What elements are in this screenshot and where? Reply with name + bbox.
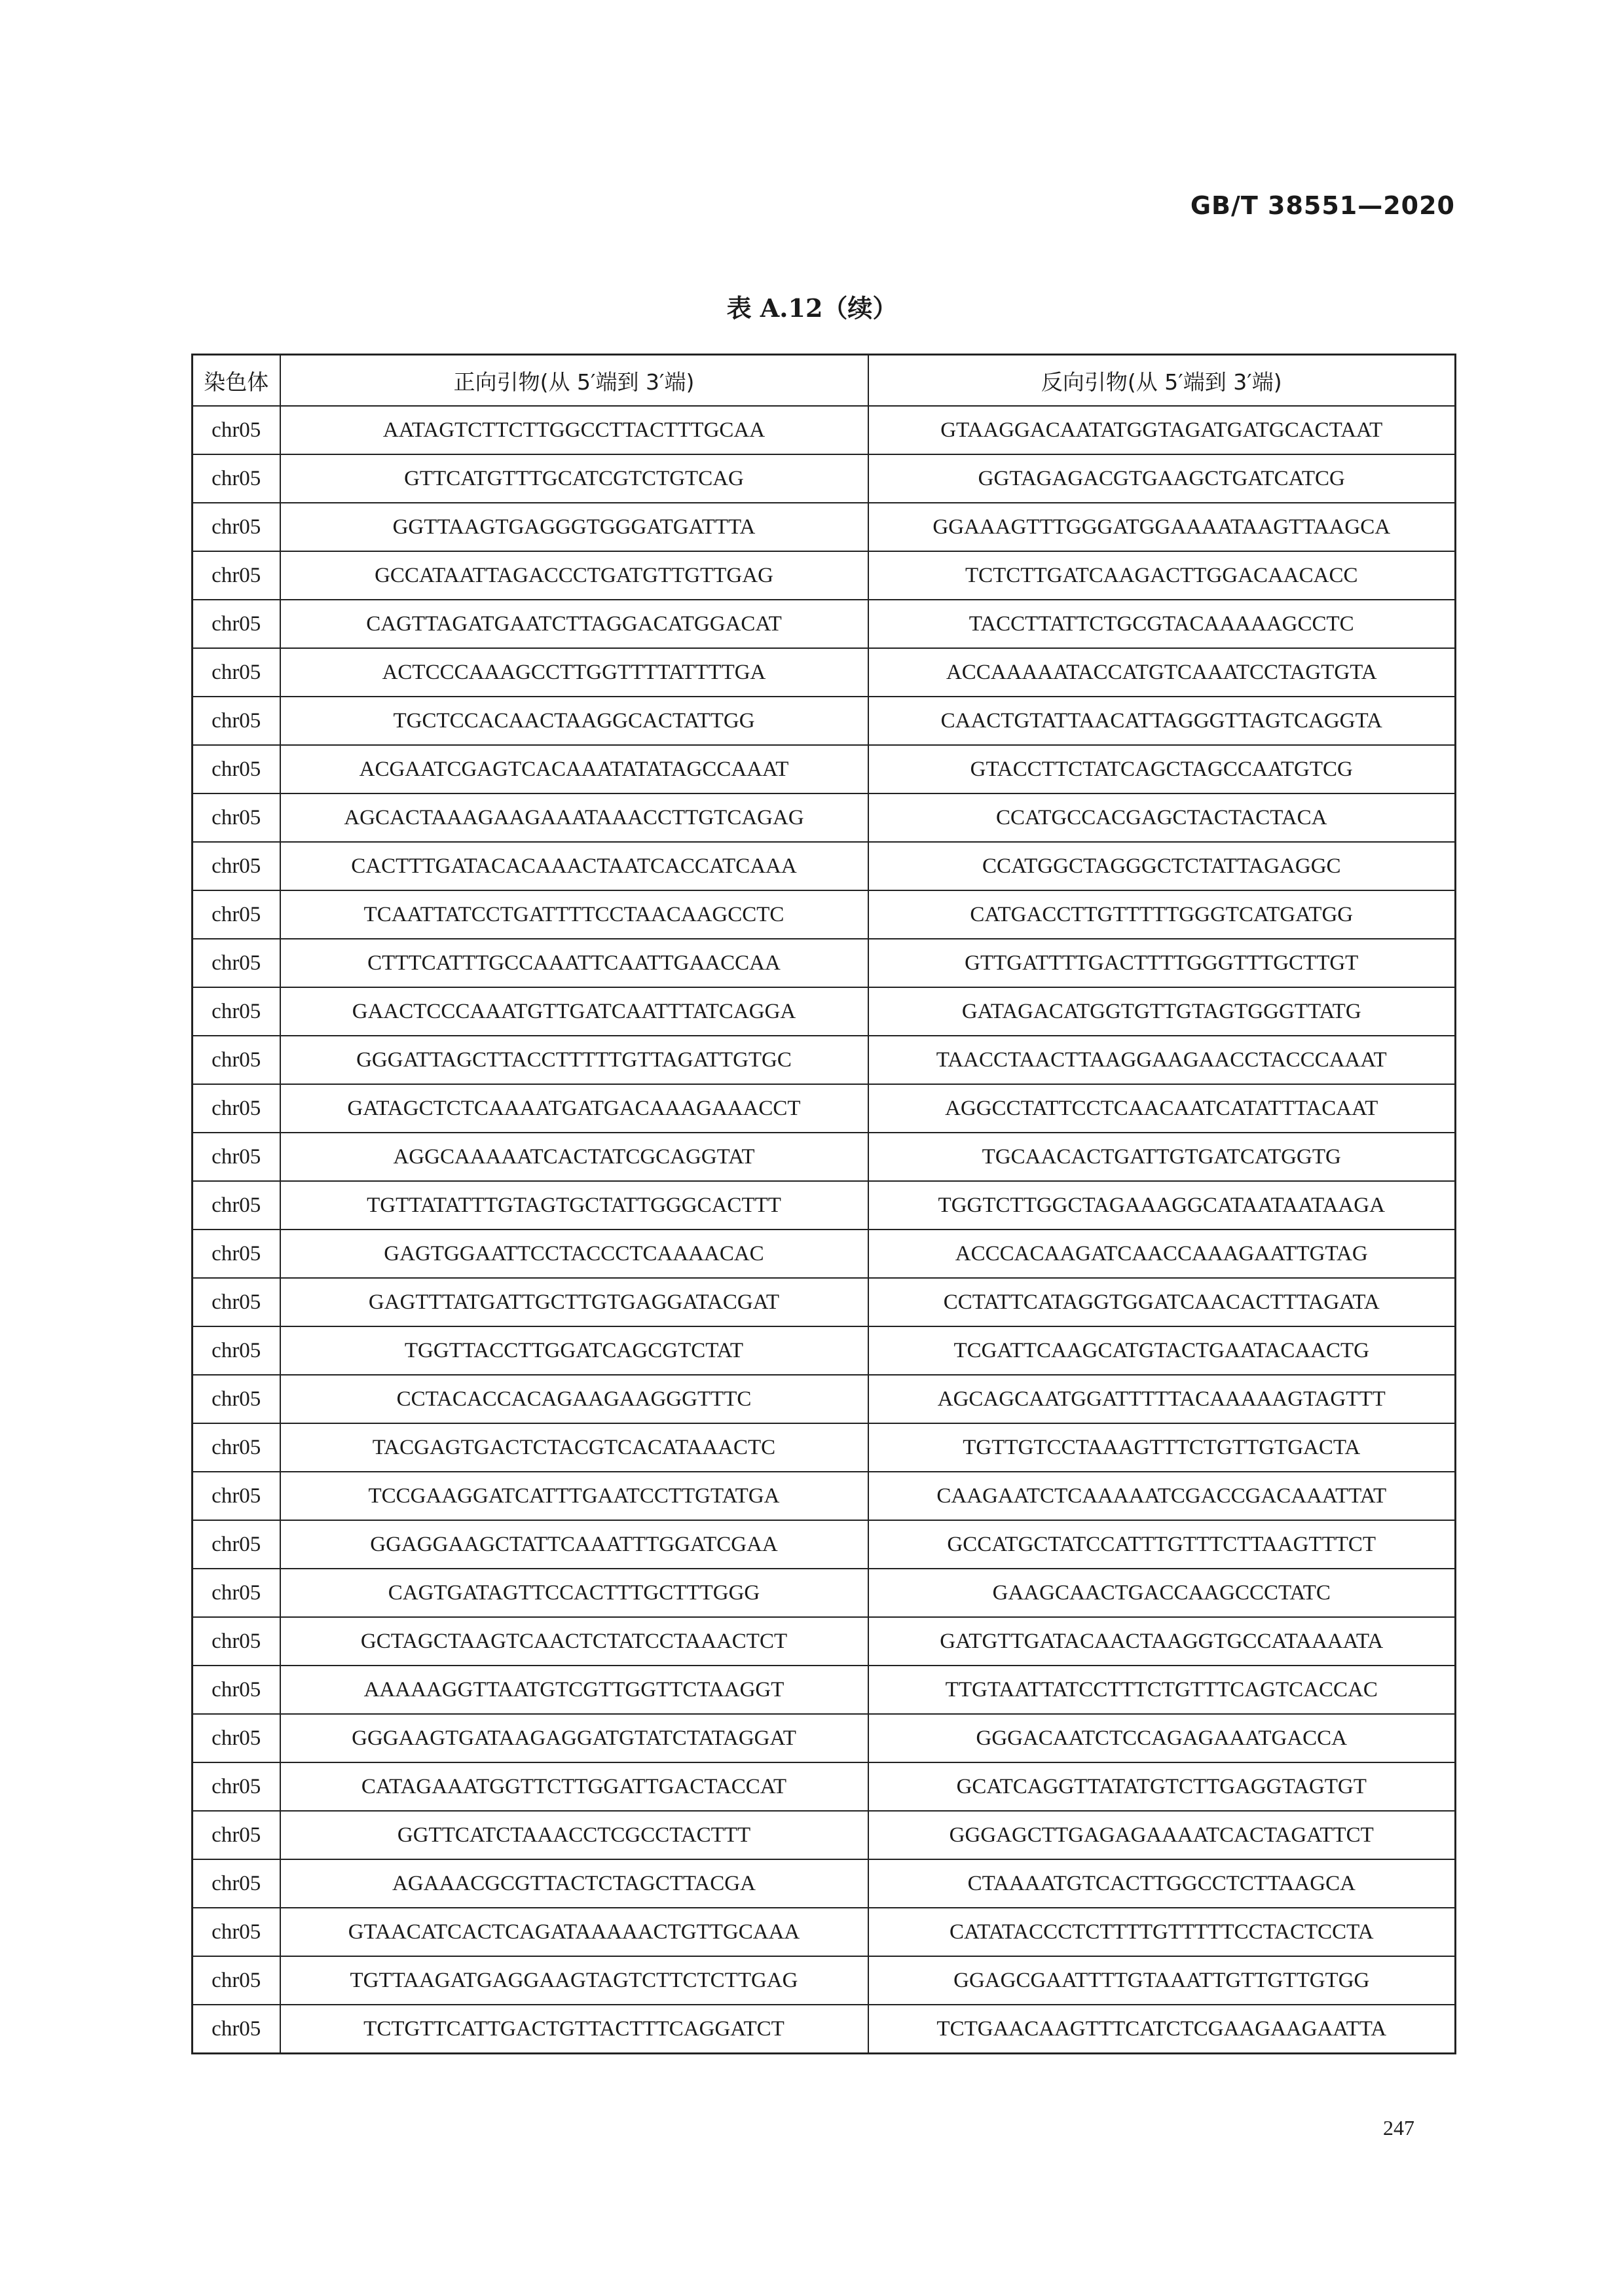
table-row xyxy=(193,1811,1456,1859)
chromosome-cell: chr05 xyxy=(193,1714,280,1762)
chromosome-cell: chr05 xyxy=(193,939,280,987)
reverse-primer-cell: TCTGAACAAGTTTCATCTCGAAGAAGAATTA xyxy=(868,2005,1456,2054)
reverse-primer-cell: GGGACAATCTCCAGAGAAATGACCA xyxy=(868,1714,1456,1762)
chromosome-cell: chr05 xyxy=(193,1036,280,1084)
reverse-primer-cell: GATAGACATGGTGTTGTAGTGGGTTATG xyxy=(868,987,1456,1036)
reverse-primer-cell: CCATGCCACGAGCTACTACTACA xyxy=(868,793,1456,842)
reverse-primer-cell: CCATGGCTAGGGCTCTATTAGAGGC xyxy=(868,842,1456,890)
chromosome-cell: chr05 xyxy=(193,1084,280,1133)
table-row xyxy=(193,1714,1456,1762)
table-row xyxy=(193,1520,1456,1569)
forward-primer-cell: TGCTCCACAACTAAGGCACTATTGG xyxy=(280,697,868,745)
forward-primer-cell: GGTTCATCTAAACCTCGCCTACTTT xyxy=(280,1811,868,1859)
forward-primer-cell: GTTCATGTTTGCATCGTCTGTCAG xyxy=(280,454,868,503)
reverse-primer-cell: GATGTTGATACAACTAAGGTGCCATAAAATA xyxy=(868,1617,1456,1666)
reverse-primer-cell: ACCAAAAATACCATGTCAAATCCTAGTGTA xyxy=(868,648,1456,697)
header-reverse-primer: 反向引物(从 5′端到 3′端) xyxy=(868,355,1456,407)
table-row xyxy=(193,1326,1456,1375)
table-row xyxy=(193,890,1456,939)
reverse-primer-cell: TGGTCTTGGCTAGAAAGGCATAATAATAAGA xyxy=(868,1181,1456,1230)
reverse-primer-cell: CATATACCCTCTTTTGTTTTTCCTACTCCTA xyxy=(868,1908,1456,1956)
table-caption: 表 A.12（续） xyxy=(726,293,898,323)
reverse-primer-cell: CCTATTCATAGGTGGATCAACACTTTAGATA xyxy=(868,1278,1456,1326)
reverse-primer-cell: CAACTGTATTAACATTAGGGTTAGTCAGGTA xyxy=(868,697,1456,745)
chromosome-cell: chr05 xyxy=(193,1666,280,1714)
table-row xyxy=(193,503,1456,551)
table-row xyxy=(193,406,1456,454)
chromosome-cell: chr05 xyxy=(193,1423,280,1472)
forward-primer-cell: GGGATTAGCTTACCTTTTTGTTAGATTGTGC xyxy=(280,1036,868,1084)
reverse-primer-cell: GTACCTTCTATCAGCTAGCCAATGTCG xyxy=(868,745,1456,793)
reverse-primer-cell: GTTGATTTTGACTTTTGGGTTTGCTTGT xyxy=(868,939,1456,987)
forward-primer-cell: AATAGTCTTCTTGGCCTTACTTTGCAA xyxy=(280,406,868,454)
forward-primer-cell: GCCATAATTAGACCCTGATGTTGTTGAG xyxy=(280,551,868,600)
table-row xyxy=(193,1423,1456,1472)
chromosome-cell: chr05 xyxy=(193,1617,280,1666)
forward-primer-cell: CTTTCATTTGCCAAATTCAATTGAACCAA xyxy=(280,939,868,987)
forward-primer-cell: AGAAACGCGTTACTCTAGCTTACGA xyxy=(280,1859,868,1908)
reverse-primer-cell: AGCAGCAATGGATTTTTACAAAAAGTAGTTT xyxy=(868,1375,1456,1423)
chromosome-cell: chr05 xyxy=(193,987,280,1036)
chromosome-cell: chr05 xyxy=(193,503,280,551)
forward-primer-cell: TCAATTATCCTGATTTTCCTAACAAGCCTC xyxy=(280,890,868,939)
forward-primer-cell: AAAAAGGTTAATGTCGTTGGTTCTAAGGT xyxy=(280,1666,868,1714)
forward-primer-cell: GGGAAGTGATAAGAGGATGTATCTATAGGAT xyxy=(280,1714,868,1762)
table-row xyxy=(193,697,1456,745)
table-row xyxy=(193,1084,1456,1133)
table-row xyxy=(193,1762,1456,1811)
header-chromosome: 染色体 xyxy=(193,355,280,407)
table-row xyxy=(193,939,1456,987)
chromosome-cell: chr05 xyxy=(193,648,280,697)
reverse-primer-cell: AGGCCTATTCCTCAACAATCATATTTACAAT xyxy=(868,1084,1456,1133)
chromosome-cell: chr05 xyxy=(193,1956,280,2005)
reverse-primer-cell: ACCCACAAGATCAACCAAAGAATTGTAG xyxy=(868,1230,1456,1278)
document-code: GB/T 38551—2020 xyxy=(1190,191,1455,220)
reverse-primer-cell: TGTTGTCCTAAAGTTTCTGTTGTGACTA xyxy=(868,1423,1456,1472)
table-row xyxy=(193,842,1456,890)
chromosome-cell: chr05 xyxy=(193,2005,280,2054)
table-row xyxy=(193,600,1456,648)
reverse-primer-cell: TGCAACACTGATTGTGATCATGGTG xyxy=(868,1133,1456,1181)
chromosome-cell: chr05 xyxy=(193,1230,280,1278)
forward-primer-cell: TGGTTACCTTGGATCAGCGTCTAT xyxy=(280,1326,868,1375)
forward-primer-cell: GGAGGAAGCTATTCAAATTTGGATCGAA xyxy=(280,1520,868,1569)
primer-table xyxy=(191,354,1456,2054)
reverse-primer-cell: CAAGAATCTCAAAAATCGACCGACAAATTAT xyxy=(868,1472,1456,1520)
page-number: 247 xyxy=(1383,2116,1414,2140)
reverse-primer-cell: GCATCAGGTTATATGTCTTGAGGTAGTGT xyxy=(868,1762,1456,1811)
reverse-primer-cell: GGTAGAGACGTGAAGCTGATCATCG xyxy=(868,454,1456,503)
chromosome-cell: chr05 xyxy=(193,1908,280,1956)
forward-primer-cell: GATAGCTCTCAAAATGATGACAAAGAAACCT xyxy=(280,1084,868,1133)
table-row xyxy=(193,1375,1456,1423)
reverse-primer-cell: TTGTAATTATCCTTTCTGTTTCAGTCACCAC xyxy=(868,1666,1456,1714)
reverse-primer-cell: GAAGCAACTGACCAAGCCCTATC xyxy=(868,1569,1456,1617)
chromosome-cell: chr05 xyxy=(193,1133,280,1181)
forward-primer-cell: TACGAGTGACTCTACGTCACATAAACTC xyxy=(280,1423,868,1472)
chromosome-cell: chr05 xyxy=(193,1859,280,1908)
forward-primer-cell: CCTACACCACAGAAGAAGGGTTTC xyxy=(280,1375,868,1423)
forward-primer-cell: AGCACTAAAGAAGAAATAAACCTTGTCAGAG xyxy=(280,793,868,842)
forward-primer-cell: AGGCAAAAATCACTATCGCAGGTAT xyxy=(280,1133,868,1181)
table-body xyxy=(193,406,1456,2054)
forward-primer-cell: GTAACATCACTCAGATAAAAACTGTTGCAAA xyxy=(280,1908,868,1956)
forward-primer-cell: ACTCCCAAAGCCTTGGTTTTATTTTGA xyxy=(280,648,868,697)
table-row xyxy=(193,793,1456,842)
forward-primer-cell: GCTAGCTAAGTCAACTCTATCCTAAACTCT xyxy=(280,1617,868,1666)
forward-primer-cell: GGTTAAGTGAGGGTGGGATGATTTA xyxy=(280,503,868,551)
reverse-primer-cell: GGGAGCTTGAGAGAAAATCACTAGATTCT xyxy=(868,1811,1456,1859)
chromosome-cell: chr05 xyxy=(193,551,280,600)
forward-primer-cell: CAGTTAGATGAATCTTAGGACATGGACAT xyxy=(280,600,868,648)
chromosome-cell: chr05 xyxy=(193,406,280,454)
forward-primer-cell: TGTTATATTTGTAGTGCTATTGGGCACTTT xyxy=(280,1181,868,1230)
table-row xyxy=(193,745,1456,793)
table-row xyxy=(193,1569,1456,1617)
forward-primer-cell: TGTTAAGATGAGGAAGTAGTCTTCTCTTGAG xyxy=(280,1956,868,2005)
table-row xyxy=(193,1859,1456,1908)
forward-primer-cell: TCTGTTCATTGACTGTTACTTTCAGGATCT xyxy=(280,2005,868,2054)
table-row xyxy=(193,1278,1456,1326)
chromosome-cell: chr05 xyxy=(193,454,280,503)
chromosome-cell: chr05 xyxy=(193,1762,280,1811)
table-row xyxy=(193,1908,1456,1956)
reverse-primer-cell: GTAAGGACAATATGGTAGATGATGCACTAAT xyxy=(868,406,1456,454)
forward-primer-cell: GAGTTTATGATTGCTTGTGAGGATACGAT xyxy=(280,1278,868,1326)
header-forward-primer: 正向引物(从 5′端到 3′端) xyxy=(280,355,868,407)
chromosome-cell: chr05 xyxy=(193,1569,280,1617)
chromosome-cell: chr05 xyxy=(193,1472,280,1520)
table-row xyxy=(193,648,1456,697)
chromosome-cell: chr05 xyxy=(193,793,280,842)
table-row xyxy=(193,1133,1456,1181)
forward-primer-cell: CACTTTGATACACAAACTAATCACCATCAAA xyxy=(280,842,868,890)
table-row xyxy=(193,2005,1456,2054)
table-row xyxy=(193,1230,1456,1278)
table-row xyxy=(193,1666,1456,1714)
reverse-primer-cell: CATGACCTTGTTTTTGGGTCATGATGG xyxy=(868,890,1456,939)
table-row xyxy=(193,551,1456,600)
chromosome-cell: chr05 xyxy=(193,1278,280,1326)
reverse-primer-cell: TCGATTCAAGCATGTACTGAATACAACTG xyxy=(868,1326,1456,1375)
chromosome-cell: chr05 xyxy=(193,1181,280,1230)
chromosome-cell: chr05 xyxy=(193,1375,280,1423)
reverse-primer-cell: CTAAAATGTCACTTGGCCTCTTAAGCA xyxy=(868,1859,1456,1908)
table-row xyxy=(193,1036,1456,1084)
forward-primer-cell: ACGAATCGAGTCACAAATATATAGCCAAAT xyxy=(280,745,868,793)
table-row xyxy=(193,1181,1456,1230)
chromosome-cell: chr05 xyxy=(193,745,280,793)
reverse-primer-cell: TACCTTATTCTGCGTACAAAAAGCCTC xyxy=(868,600,1456,648)
table-row xyxy=(193,987,1456,1036)
table-row xyxy=(193,1956,1456,2005)
table-row xyxy=(193,454,1456,503)
chromosome-cell: chr05 xyxy=(193,600,280,648)
chromosome-cell: chr05 xyxy=(193,697,280,745)
chromosome-cell: chr05 xyxy=(193,890,280,939)
chromosome-cell: chr05 xyxy=(193,842,280,890)
table-row xyxy=(193,1617,1456,1666)
forward-primer-cell: CATAGAAATGGTTCTTGGATTGACTACCAT xyxy=(280,1762,868,1811)
reverse-primer-cell: GGAAAGTTTGGGATGGAAAATAAGTTAAGCA xyxy=(868,503,1456,551)
chromosome-cell: chr05 xyxy=(193,1811,280,1859)
reverse-primer-cell: TCTCTTGATCAAGACTTGGACAACACC xyxy=(868,551,1456,600)
table-header-row xyxy=(193,355,1456,407)
chromosome-cell: chr05 xyxy=(193,1326,280,1375)
forward-primer-cell: TCCGAAGGATCATTTGAATCCTTGTATGA xyxy=(280,1472,868,1520)
forward-primer-cell: CAGTGATAGTTCCACTTTGCTTTGGG xyxy=(280,1569,868,1617)
table-row xyxy=(193,1472,1456,1520)
chromosome-cell: chr05 xyxy=(193,1520,280,1569)
forward-primer-cell: GAACTCCCAAATGTTGATCAATTTATCAGGA xyxy=(280,987,868,1036)
reverse-primer-cell: TAACCTAACTTAAGGAAGAACCTACCCAAAT xyxy=(868,1036,1456,1084)
reverse-primer-cell: GCCATGCTATCCATTTGTTTCTTAAGTTTCT xyxy=(868,1520,1456,1569)
forward-primer-cell: GAGTGGAATTCCTACCCTCAAAACAC xyxy=(280,1230,868,1278)
reverse-primer-cell: GGAGCGAATTTTGTAAATTGTTGTTGTGG xyxy=(868,1956,1456,2005)
